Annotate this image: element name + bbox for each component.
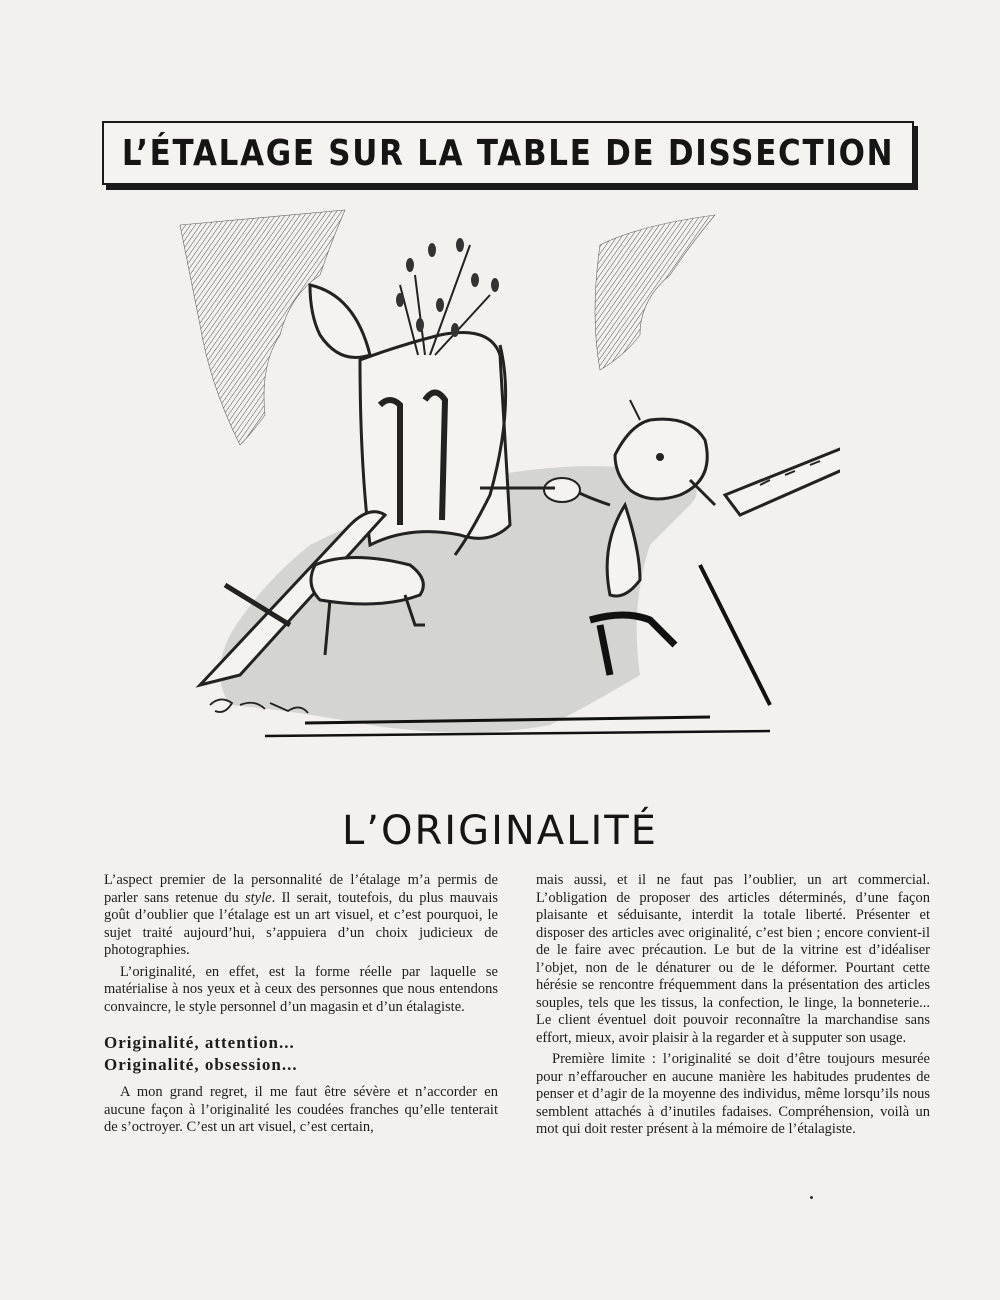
paragraph: Première limite : l’originalité se doit d’être toujours mesurée pour n’effaroucher en aucune manière les habitudes prudentes de penser et d’agir de la moyenne des individus, même lorsqu’ils nous semblent attachés à d’inutiles fadaises. Compréhension, voilà un mot qui doit rester présent à la mémoire de l’étalagiste. — [536, 1051, 930, 1137]
paragraph: mais aussi, et il ne faut pas l’oublier, un art commercial. L’obligation de proposer des articles déterminés, d’une façon plaisante et séduisante, interdit la totale liberté. Présenter et disposer des articles avec originalité, c’est bien ; encore convient-il de le faire avec précaution. Le but de la vitrine est d’idéaliser l’objet, non de le dénaturer ou de le déformer. Pourtant cette hérésie se rencontre fréquemment dans la présentation des articles souples, tels que les tissus, la confection, le linge, la bonneterie... Le client éventuel doit pouvoir reconnaître la marchandise sans effort, mieux, avoir plaisir à la regarder et à supputer son usage. — [536, 872, 930, 1046]
paragraph: L’originalité, en effet, est la forme réelle par laquelle se matérialise à nos yeux et à ceux des personnes que nous entendons convaincre, le style personnel d’un magasin et d’un étalagiste. — [104, 963, 498, 1015]
right-column — [536, 872, 930, 1143]
cartoon-dissection-illustration-icon — [170, 205, 840, 750]
subheading: Originalité, attention... Originalité, obsession... — [104, 1033, 298, 1074]
section-heading: L’ORIGINALITÉ — [342, 808, 658, 854]
paragraph: A mon grand regret, il me faut être sévère et n’accorder en aucune façon à l’originalité les coudées franches qu’elle tenterait de s’octroyer. C’est un art visuel, c’est certain, — [104, 1084, 498, 1135]
left-column — [104, 872, 498, 1141]
end-dot — [810, 1196, 813, 1199]
paragraph: L’aspect premier de la personnalité de l’étalage m’a permis de parler sans retenue du style. Il serait, toutefois, du plus mauvais goût d’oublier que l’étalage est un art visuel, et c’est pourquoi, le sujet traité aujourd’hui, s’appuiera d’un choix judicieux de photographies. — [104, 872, 498, 958]
title-box — [102, 121, 914, 185]
page-title: L’ÉTALAGE SUR LA TABLE DE DISSECTION — [121, 132, 895, 174]
